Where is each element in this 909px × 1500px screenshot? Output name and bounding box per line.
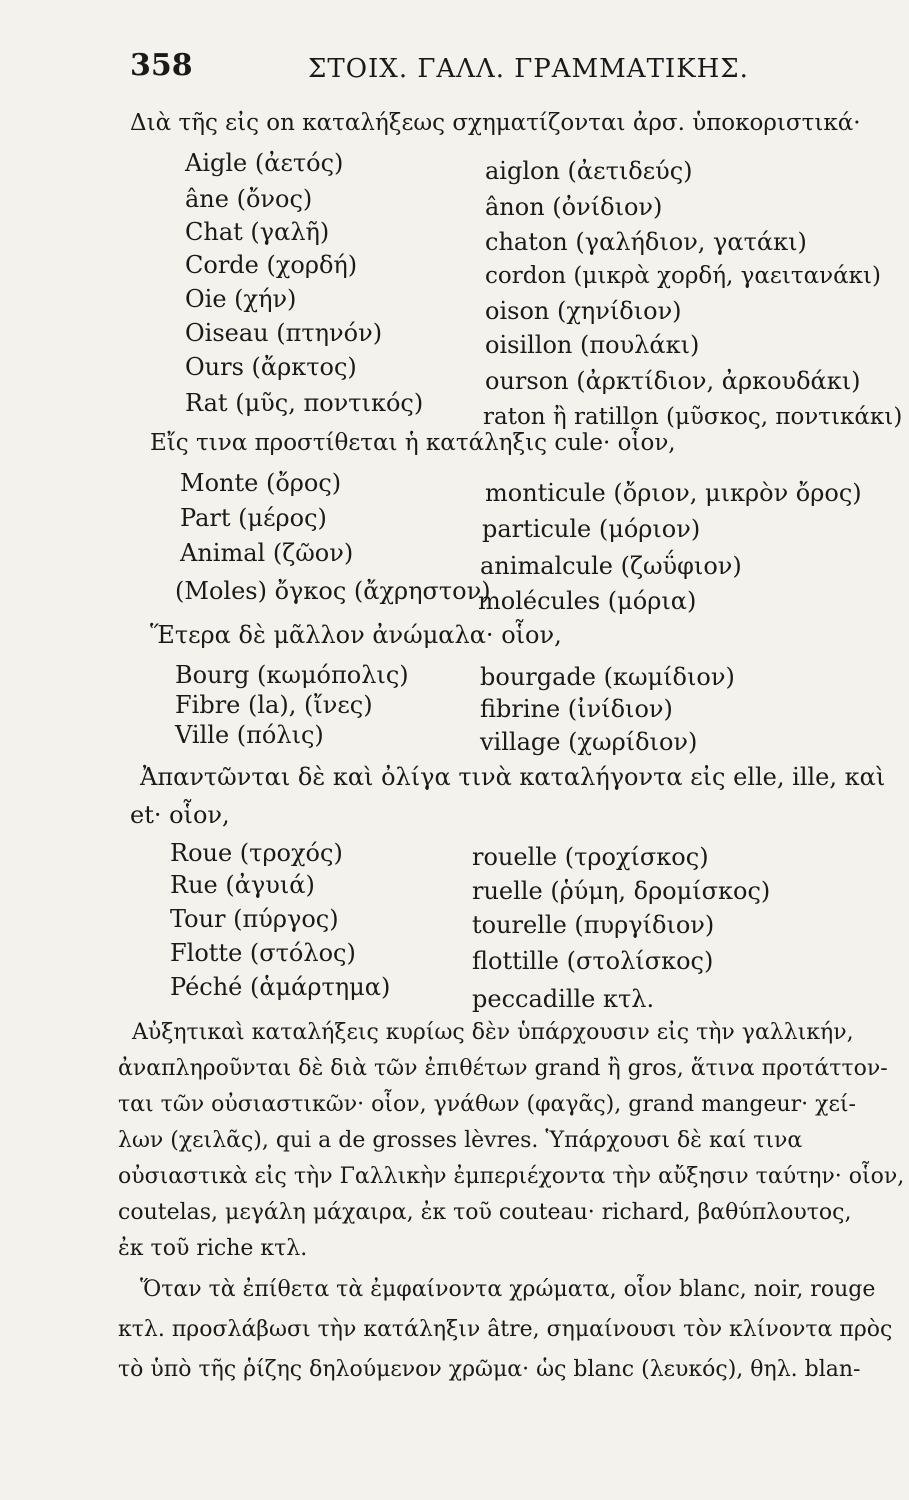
running-header: [130, 48, 830, 98]
running-title: ΣΤΟΙΧ. ΓΑΛΛ. ΓΡΑΜΜΑΤΙΚΗΣ.: [308, 54, 749, 84]
pair-left: Péché (ἁμάρτημα): [170, 973, 391, 1001]
pair-right: fibrine (ἰνίδιον): [480, 695, 673, 723]
pair-left: Corde (χορδή): [185, 251, 358, 279]
pair-left: Part (μέρος): [180, 504, 327, 532]
pair-right: monticule (ὄριον, μικρὸν ὄρος): [485, 479, 862, 507]
pair-right: oisillon (πουλάκι): [485, 331, 700, 359]
pair-left: (Moles) ὄγκος (ἄχρηστον): [175, 577, 491, 605]
pair-left: Bourg (κωμόπολις): [175, 661, 409, 689]
paragraph-line: ται τῶν οὐσιαστικῶν· οἷον, γνάθων (φαγᾶς), grand mangeur· χεί-: [118, 1092, 856, 1117]
pair-right: oison (χηνίδιον): [485, 297, 682, 325]
pair-left: Roue (τροχός): [170, 839, 343, 867]
pair-right: ourson (ἀρκτίδιον, ἀρκουδάκι): [485, 367, 861, 395]
page-number: 358: [130, 48, 193, 83]
paragraph-line: ἐκ τοῦ riche κτλ.: [118, 1236, 308, 1261]
pair-right: particule (μόριον): [482, 515, 701, 543]
pair-left: Monte (ὄρος): [180, 469, 342, 497]
pair-right: flottille (στολίσκος): [472, 947, 714, 975]
pair-right: cordon (μικρὰ χορδή, γαειτανάκι): [485, 263, 881, 289]
pair-left: Fibre (la), (ἴνες): [175, 691, 373, 719]
pair-right: molécules (μόρια): [478, 587, 697, 615]
pair-right: peccadille κτλ.: [472, 985, 655, 1013]
section2-intro: Εἴς τινα προστίθεται ἡ κατάληξις cule· οἷον,: [150, 430, 676, 456]
pair-right: aiglon (ἀετιδεύς): [485, 157, 693, 185]
pair-right: raton ἢ ratillon (μῦσκος, ποντικάκι): [483, 404, 903, 430]
paragraph-line: λων (χειλᾶς), qui a de grosses lèvres. Ὑπάρχουσι δὲ καί τινα: [118, 1128, 803, 1153]
paragraph-line: κτλ. προσλάβωσι τὴν κατάληξιν âtre, σημαίνουσι τὸν κλίνοντα πρὸς: [118, 1317, 893, 1342]
pair-left: Ours (ἄρκτος): [185, 353, 357, 381]
pair-left: Oiseau (πτηνόν): [185, 319, 383, 347]
pair-left: Rue (ἀγυιά): [170, 871, 315, 899]
section4-intro-line1: Ἀπαντῶνται δὲ καὶ ὀλίγα τινὰ καταλήγοντα εἰς elle, ille, καὶ: [140, 763, 886, 791]
paragraph-line: Ὅταν τὰ ἐπίθετα τὰ ἐμφαίνοντα χρώματα, οἷον blanc, noir, rouge: [140, 1277, 876, 1302]
paragraph-line: coutelas, μεγάλη μάχαιρα, ἐκ τοῦ couteau· richard, βαθύπλουτος,: [118, 1200, 852, 1225]
section1-intro: Διὰ τῆς εἰς on καταλήξεως σχηματίζονται ἀρσ. ὑποκοριστικά·: [130, 110, 861, 136]
section4-intro-line2: et· οἷον,: [130, 801, 230, 829]
pair-right: tourelle (πυργίδιον): [472, 911, 715, 939]
pair-left: Ville (πόλις): [175, 721, 324, 749]
pair-right: rouelle (τροχίσκος): [472, 843, 709, 871]
pair-left: Flotte (στόλος): [170, 939, 356, 967]
paragraph-line: τὸ ὑπὸ τῆς ῥίζης δηλούμενον χρῶμα· ὡς blanc (λευκός), θηλ. blan-: [118, 1357, 861, 1382]
pair-right: ruelle (ῥύμη, δρομίσκος): [472, 877, 771, 905]
pair-left: âne (ὄνος): [185, 185, 313, 213]
paragraph-line: οὐσιαστικὰ εἰς τὴν Γαλλικὴν ἐμπεριέχοντα τὴν αὔξησιν ταύτην· οἷον,: [118, 1164, 905, 1189]
pair-right: village (χωρίδιον): [480, 728, 698, 756]
pair-left: Rat (μῦς, ποντικός): [185, 389, 424, 417]
pair-right: animalcule (ζωΰφιον): [480, 552, 742, 580]
pair-left: Aigle (ἀετός): [185, 149, 344, 177]
pair-right: ânon (ὀνίδιον): [485, 193, 663, 221]
paragraph-line: Αὐξητικαὶ καταλήξεις κυρίως δὲν ὑπάρχουσιν εἰς τὴν γαλλικήν,: [132, 1020, 854, 1045]
pair-left: Oie (χήν): [185, 285, 297, 313]
pair-left: Animal (ζῶον): [180, 539, 354, 567]
section3-intro: Ἕτερα δὲ μᾶλλον ἀνώμαλα· οἷον,: [150, 621, 562, 649]
pair-right: chaton (γαλήδιον, γατάκι): [485, 228, 807, 256]
pair-left: Chat (γαλῆ): [185, 218, 330, 246]
paragraph-line: ἀναπληροῦνται δὲ διὰ τῶν ἐπιθέτων grand ἢ gros, ἅτινα προτάττον-: [118, 1056, 888, 1081]
pair-right: bourgade (κωμίδιον): [480, 663, 735, 691]
pair-left: Tour (πύργος): [170, 905, 339, 933]
